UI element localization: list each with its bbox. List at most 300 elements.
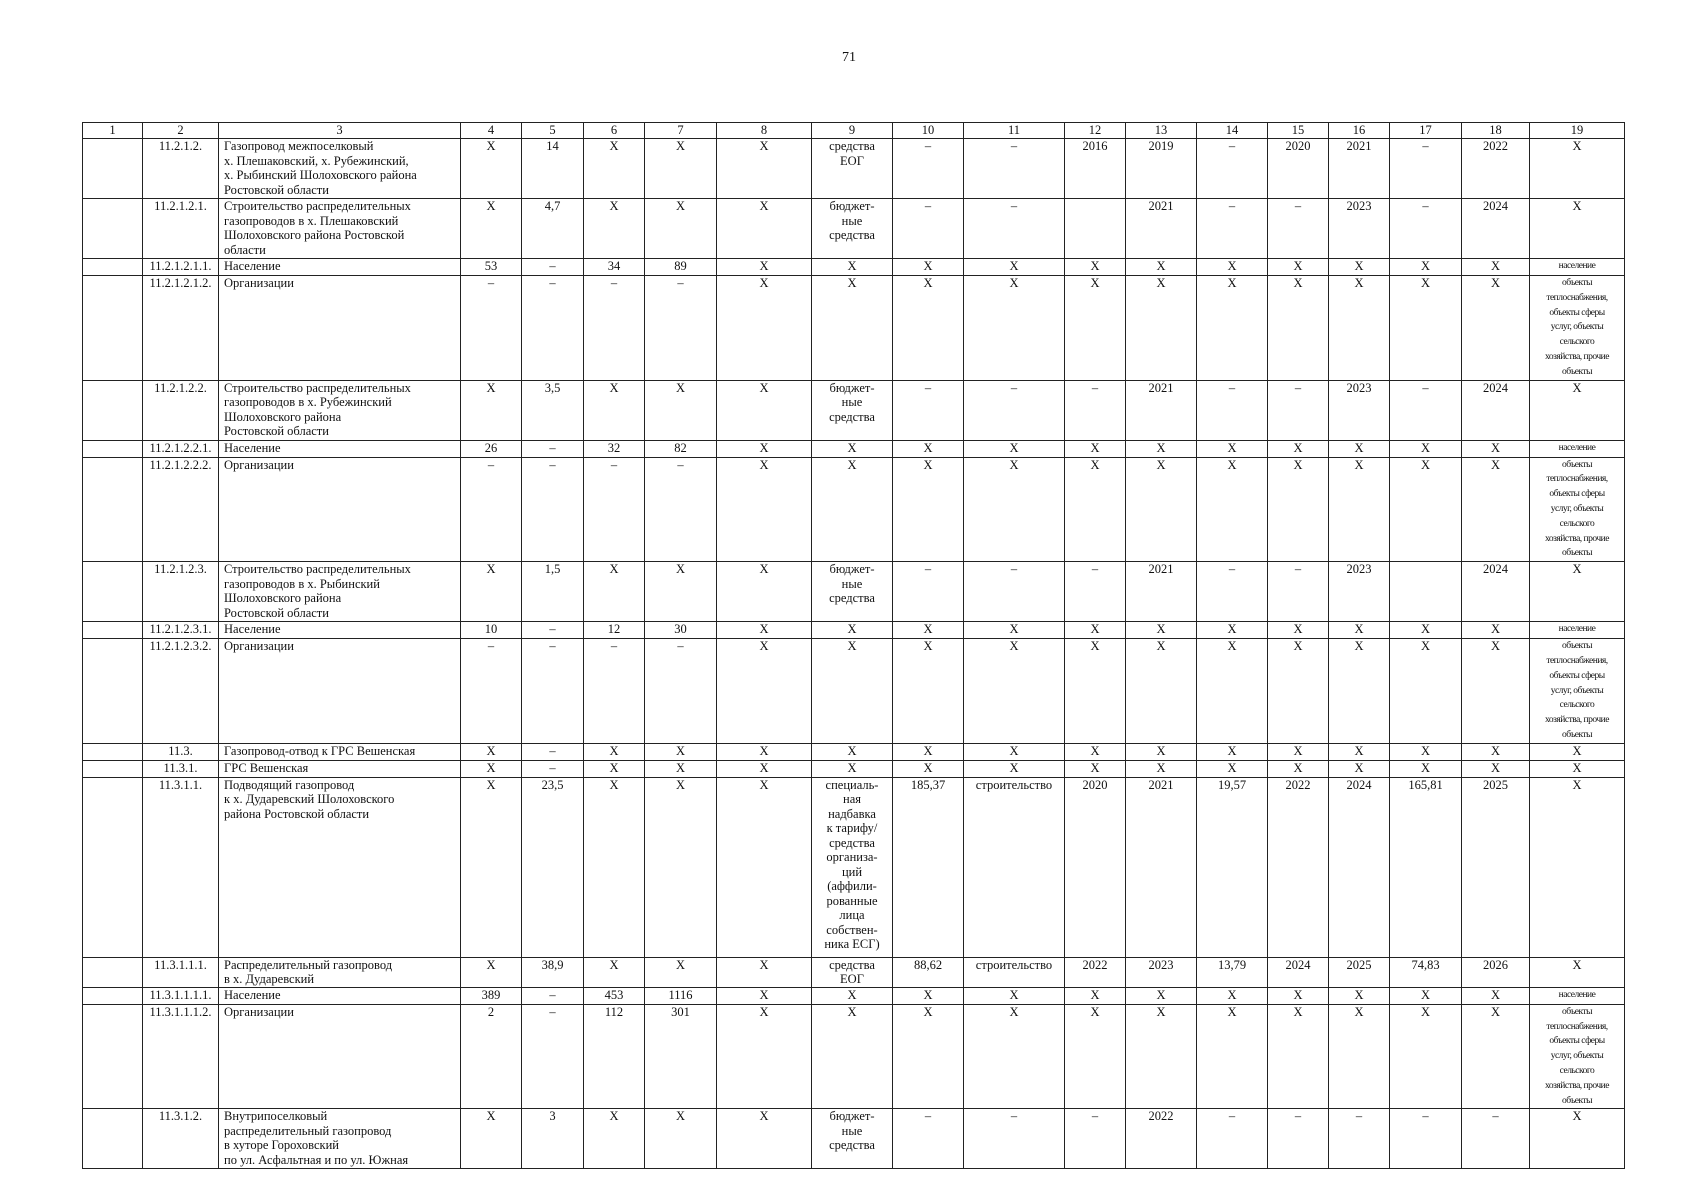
table-cell: Х [1462, 440, 1530, 457]
table-cell: 2016 [1065, 139, 1126, 199]
column-header: 15 [1268, 123, 1329, 139]
table-cell: Х [1462, 987, 1530, 1004]
table-row [83, 380, 1625, 440]
table-row [83, 777, 1625, 957]
table-cell: Строительство распределительных газопроводов в х. Рыбинский Шолоховского района Ростовской области [219, 562, 461, 622]
table-cell: – [1197, 562, 1268, 622]
table-cell: Х [717, 987, 812, 1004]
table-cell: Х [1197, 622, 1268, 639]
table-cell: объекты теплоснабжения, объекты сферы услуг, объекты сельского хозяйства, прочие объекты [1530, 276, 1625, 381]
table-cell: Х [1126, 760, 1197, 777]
table-cell: – [1065, 380, 1126, 440]
table-cell: Х [1462, 276, 1530, 381]
table-cell: Х [1390, 639, 1462, 744]
table-cell: Х [717, 199, 812, 259]
table-cell: Х [1530, 199, 1625, 259]
table-cell: – [1197, 139, 1268, 199]
table-row [83, 562, 1625, 622]
table-cell: средства ЕОГ [812, 957, 893, 987]
table-cell: 2023 [1126, 957, 1197, 987]
table-cell: население [1530, 622, 1625, 639]
table-cell: Х [893, 276, 964, 381]
table-cell: Х [1126, 457, 1197, 562]
table-cell: – [1268, 562, 1329, 622]
table-cell: Х [584, 743, 645, 760]
table-cell: Х [584, 777, 645, 957]
table-cell: 11.3.1.2. [143, 1109, 219, 1169]
table-cell: Х [1065, 743, 1126, 760]
table-cell: 19,57 [1197, 777, 1268, 957]
table-cell: 2023 [1329, 380, 1390, 440]
table-cell: 10 [461, 622, 522, 639]
table-cell: 14 [522, 139, 584, 199]
table-cell: Х [717, 276, 812, 381]
table-cell: Х [964, 259, 1065, 276]
table-cell: – [964, 139, 1065, 199]
table-cell [83, 987, 143, 1004]
table-cell: 11.3.1.1. [143, 777, 219, 957]
table-cell: 11.2.1.2.2. [143, 380, 219, 440]
table-cell: ГРС Вешенская [219, 760, 461, 777]
table-cell: Х [1126, 276, 1197, 381]
table-cell: Х [1530, 562, 1625, 622]
table-cell: 2025 [1462, 777, 1530, 957]
table-cell: 185,37 [893, 777, 964, 957]
table-cell: – [1197, 199, 1268, 259]
table-cell: – [461, 276, 522, 381]
table-cell: Х [1065, 259, 1126, 276]
table-cell: Х [1530, 139, 1625, 199]
table-cell: – [1390, 1109, 1462, 1169]
table-cell: 88,62 [893, 957, 964, 987]
table-cell: Х [1268, 987, 1329, 1004]
table-cell: – [1065, 1109, 1126, 1169]
table-cell: Х [964, 639, 1065, 744]
table-cell: Х [1065, 457, 1126, 562]
table-cell [83, 777, 143, 957]
table-cell [83, 760, 143, 777]
table-cell: Х [584, 380, 645, 440]
table-cell: Х [461, 760, 522, 777]
table-cell: 2021 [1126, 199, 1197, 259]
table-cell: Х [645, 957, 717, 987]
table-cell: 11.2.1.2. [143, 139, 219, 199]
table-cell: – [522, 639, 584, 744]
table-cell: 2025 [1329, 957, 1390, 987]
table-cell: Х [812, 276, 893, 381]
table-cell: – [964, 199, 1065, 259]
table-cell: Х [1268, 440, 1329, 457]
table-cell: – [893, 139, 964, 199]
table-cell: Х [1390, 743, 1462, 760]
table-cell [83, 1109, 143, 1169]
table-row [83, 639, 1625, 744]
table-cell: 2019 [1126, 139, 1197, 199]
table-cell: Население [219, 987, 461, 1004]
table-cell: Х [812, 760, 893, 777]
table-cell: Х [645, 760, 717, 777]
table-cell: Х [1530, 743, 1625, 760]
table-cell: Х [812, 622, 893, 639]
table-cell: объекты теплоснабжения, объекты сферы услуг, объекты сельского хозяйства, прочие объекты [1530, 639, 1625, 744]
table-cell: – [893, 199, 964, 259]
table-cell: Население [219, 259, 461, 276]
table-cell: Х [1390, 987, 1462, 1004]
table-cell: – [1462, 1109, 1530, 1169]
table-cell [83, 276, 143, 381]
table-cell: Х [1329, 1004, 1390, 1109]
table-cell: 32 [584, 440, 645, 457]
table-cell: Х [584, 957, 645, 987]
table-cell: – [1329, 1109, 1390, 1169]
table-cell: Х [964, 276, 1065, 381]
table-cell: Х [1329, 259, 1390, 276]
table-cell: 11.3.1. [143, 760, 219, 777]
table-cell: Х [893, 622, 964, 639]
table-cell: Х [584, 139, 645, 199]
table-cell: 2021 [1126, 777, 1197, 957]
table-cell: Х [717, 1109, 812, 1169]
table-cell: 11.2.1.2.1.2. [143, 276, 219, 381]
table-cell: – [522, 276, 584, 381]
table-cell: Х [1197, 457, 1268, 562]
table-cell: Х [964, 457, 1065, 562]
table-cell: 2021 [1126, 562, 1197, 622]
table-cell: – [584, 276, 645, 381]
table-cell: 301 [645, 1004, 717, 1109]
table-cell: 389 [461, 987, 522, 1004]
table-cell: Х [1065, 987, 1126, 1004]
table-cell: Х [1329, 440, 1390, 457]
table-cell: Х [1065, 1004, 1126, 1109]
table-cell: Х [717, 957, 812, 987]
table-row [83, 139, 1625, 199]
table-cell: 23,5 [522, 777, 584, 957]
table-cell: население [1530, 440, 1625, 457]
table-cell: Х [1268, 639, 1329, 744]
table-cell: Х [1329, 457, 1390, 562]
table-cell: Х [1268, 1004, 1329, 1109]
table-cell: Население [219, 440, 461, 457]
table-cell: Х [812, 457, 893, 562]
table-cell: 11.3. [143, 743, 219, 760]
table-header-row [83, 123, 1625, 139]
table-cell: 53 [461, 259, 522, 276]
table-cell: Х [717, 622, 812, 639]
table-cell: Х [812, 987, 893, 1004]
table-cell: Х [1462, 743, 1530, 760]
table-cell: Х [1065, 440, 1126, 457]
table-cell: Х [812, 639, 893, 744]
table-cell: – [522, 457, 584, 562]
table-cell: Х [717, 457, 812, 562]
table-cell: – [1268, 199, 1329, 259]
table-cell: Х [1530, 777, 1625, 957]
table-cell [1065, 199, 1126, 259]
table-cell [83, 440, 143, 457]
table-cell: 2022 [1462, 139, 1530, 199]
table-cell: Х [1390, 1004, 1462, 1109]
registry-table [82, 122, 1625, 1169]
table-cell: Х [1268, 276, 1329, 381]
table-cell [83, 380, 143, 440]
table-row [83, 1109, 1625, 1169]
table-cell: – [964, 1109, 1065, 1169]
table-row [83, 276, 1625, 381]
table-cell: – [1268, 1109, 1329, 1169]
table-cell: – [522, 1004, 584, 1109]
table-cell: Х [964, 440, 1065, 457]
table-row [83, 622, 1625, 639]
table-cell: Организации [219, 639, 461, 744]
table-cell: Газопровод-отвод к ГРС Вешенская [219, 743, 461, 760]
table-cell: Х [1197, 440, 1268, 457]
table-cell [1390, 562, 1462, 622]
table-cell: – [584, 639, 645, 744]
table-cell: Х [1126, 639, 1197, 744]
table-row [83, 199, 1625, 259]
table-cell: население [1530, 259, 1625, 276]
table-cell: Х [812, 743, 893, 760]
table-cell: Х [584, 1109, 645, 1169]
table-cell: Х [1126, 743, 1197, 760]
table-cell: 11.2.1.2.2.2. [143, 457, 219, 562]
table-cell: 11.2.1.2.2.1. [143, 440, 219, 457]
table-cell: Х [893, 760, 964, 777]
page-number: 71 [842, 50, 856, 65]
table-cell [83, 622, 143, 639]
table-cell: 34 [584, 259, 645, 276]
table-cell: Х [1462, 457, 1530, 562]
table-cell: строительство [964, 957, 1065, 987]
column-header: 12 [1065, 123, 1126, 139]
table-cell: 11.2.1.2.1. [143, 199, 219, 259]
table-cell: 1116 [645, 987, 717, 1004]
column-header: 18 [1462, 123, 1530, 139]
table-row [83, 743, 1625, 760]
table-cell: Х [893, 639, 964, 744]
table-cell: Х [1268, 457, 1329, 562]
table-cell: – [1390, 199, 1462, 259]
table-cell [83, 562, 143, 622]
table-body [83, 123, 1625, 1169]
table-cell: 11.2.1.2.3. [143, 562, 219, 622]
table-cell: – [893, 562, 964, 622]
table-cell: 11.3.1.1.1.2. [143, 1004, 219, 1109]
table-cell: Х [1462, 622, 1530, 639]
table-cell: 2024 [1462, 380, 1530, 440]
table-cell: Х [645, 199, 717, 259]
table-cell: 12 [584, 622, 645, 639]
table-cell: Х [461, 562, 522, 622]
table-cell: – [584, 457, 645, 562]
table-cell: Х [964, 1004, 1065, 1109]
table-cell: Х [1126, 622, 1197, 639]
column-header: 17 [1390, 123, 1462, 139]
table-cell [83, 259, 143, 276]
table-cell: Х [1530, 760, 1625, 777]
table-cell: Х [1197, 1004, 1268, 1109]
table-cell: Х [1126, 440, 1197, 457]
table-cell: Х [717, 1004, 812, 1109]
table-cell: Х [1268, 622, 1329, 639]
table-cell: 2 [461, 1004, 522, 1109]
table-cell: 4,7 [522, 199, 584, 259]
table-cell [83, 1004, 143, 1109]
table-cell: Организации [219, 276, 461, 381]
table-cell: Х [717, 743, 812, 760]
table-cell: – [522, 259, 584, 276]
table-cell: 2023 [1329, 562, 1390, 622]
table-cell [83, 457, 143, 562]
table-cell: – [461, 639, 522, 744]
table-cell: строительство [964, 777, 1065, 957]
column-header: 16 [1329, 123, 1390, 139]
table-cell: 89 [645, 259, 717, 276]
table-cell [83, 199, 143, 259]
table-cell: Х [717, 380, 812, 440]
table-cell: Х [1530, 957, 1625, 987]
table-cell: Подводящий газопровод к х. Дударевский Шолоховского района Ростовской области [219, 777, 461, 957]
table-cell: 11.2.1.2.3.2. [143, 639, 219, 744]
table-cell: 82 [645, 440, 717, 457]
table-cell [83, 639, 143, 744]
column-header: 11 [964, 123, 1065, 139]
table-cell: – [522, 622, 584, 639]
table-cell: Х [1197, 639, 1268, 744]
column-header: 3 [219, 123, 461, 139]
table-cell: Х [1462, 760, 1530, 777]
table-cell: Х [1126, 1004, 1197, 1109]
table-cell: Х [1197, 760, 1268, 777]
table-cell: 26 [461, 440, 522, 457]
table-cell: Х [1197, 259, 1268, 276]
column-header: 5 [522, 123, 584, 139]
table-cell: – [461, 457, 522, 562]
table-cell: Распределительный газопровод в х. Дударевский [219, 957, 461, 987]
table-cell: Х [1530, 380, 1625, 440]
table-cell: средства ЕОГ [812, 139, 893, 199]
table-cell: Х [1462, 1004, 1530, 1109]
table-cell: Х [1390, 760, 1462, 777]
table-cell: – [1197, 1109, 1268, 1169]
table-cell: Х [812, 440, 893, 457]
table-cell: бюджет- ные средства [812, 562, 893, 622]
table-cell: Х [893, 457, 964, 562]
table-cell: 11.3.1.1.1.1. [143, 987, 219, 1004]
table-cell: Х [1390, 622, 1462, 639]
table-cell: Х [1126, 987, 1197, 1004]
table-cell: Х [1329, 276, 1390, 381]
table-cell: Х [1329, 743, 1390, 760]
table-cell: специаль- ная надбавка к тарифу/ средства организа- ций (аффили- рованные лица собствен- ника ЕСГ) [812, 777, 893, 957]
table-cell: – [893, 1109, 964, 1169]
table-cell: Х [893, 1004, 964, 1109]
table-cell: Строительство распределительных газопроводов в х. Плешаковский Шолоховского района Ростовской области [219, 199, 461, 259]
table-cell: 2024 [1329, 777, 1390, 957]
column-header: 8 [717, 123, 812, 139]
table-row [83, 987, 1625, 1004]
table-cell: – [964, 562, 1065, 622]
table-cell: Внутрипоселковый распределительный газопровод в хуторе Гороховский по ул. Асфальтная и по ул. Южная [219, 1109, 461, 1169]
table-cell: Х [1065, 639, 1126, 744]
table-cell: Х [645, 1109, 717, 1169]
column-header: 2 [143, 123, 219, 139]
table-cell: Х [1462, 259, 1530, 276]
table-cell: Х [461, 743, 522, 760]
column-header: 1 [83, 123, 143, 139]
table-cell: Х [964, 622, 1065, 639]
table-cell: Х [1197, 276, 1268, 381]
table-cell: Х [717, 259, 812, 276]
table-cell: 2024 [1268, 957, 1329, 987]
table-cell: Х [1329, 622, 1390, 639]
table-cell: 165,81 [1390, 777, 1462, 957]
table-cell: Х [645, 777, 717, 957]
table-cell: 2020 [1065, 777, 1126, 957]
table-cell: – [522, 987, 584, 1004]
table-cell: население [1530, 987, 1625, 1004]
table-cell: Х [461, 1109, 522, 1169]
column-header: 9 [812, 123, 893, 139]
table-cell: Х [964, 743, 1065, 760]
table-cell: Х [893, 743, 964, 760]
table-cell: – [1268, 380, 1329, 440]
table-cell: Х [717, 760, 812, 777]
table-cell: 2023 [1329, 199, 1390, 259]
table-cell: Х [893, 259, 964, 276]
table-cell: Х [461, 199, 522, 259]
table-row [83, 259, 1625, 276]
table-cell: 2022 [1126, 1109, 1197, 1169]
table-cell: Строительство распределительных газопроводов в х. Рубежинский Шолоховского района Ростовской области [219, 380, 461, 440]
table-cell: 11.2.1.2.3.1. [143, 622, 219, 639]
table-cell: 3 [522, 1109, 584, 1169]
table-cell: 2021 [1329, 139, 1390, 199]
table-cell: Население [219, 622, 461, 639]
table-cell: Х [1390, 440, 1462, 457]
table-cell: Х [1530, 1109, 1625, 1169]
table-cell: – [645, 457, 717, 562]
table-cell: Х [717, 440, 812, 457]
table-cell: Х [584, 760, 645, 777]
table-cell: Х [1065, 622, 1126, 639]
table-cell: Х [461, 957, 522, 987]
table-cell: Организации [219, 1004, 461, 1109]
table-row [83, 457, 1625, 562]
table-cell: Х [1329, 987, 1390, 1004]
table-cell: – [522, 760, 584, 777]
table-cell: 112 [584, 1004, 645, 1109]
table-cell: – [645, 276, 717, 381]
table-cell [83, 743, 143, 760]
table-cell: Х [1197, 987, 1268, 1004]
column-header: 13 [1126, 123, 1197, 139]
table-cell: – [1197, 380, 1268, 440]
table-cell: Х [645, 562, 717, 622]
table-cell: Х [1390, 457, 1462, 562]
table-cell: – [522, 440, 584, 457]
table-cell: Х [964, 987, 1065, 1004]
column-header: 19 [1530, 123, 1625, 139]
table-cell: Х [1462, 639, 1530, 744]
table-cell: 13,79 [1197, 957, 1268, 987]
table-cell: Х [812, 1004, 893, 1109]
table-cell: Х [461, 777, 522, 957]
table-cell: Х [461, 139, 522, 199]
table-cell: 2026 [1462, 957, 1530, 987]
table-cell: объекты теплоснабжения, объекты сферы услуг, объекты сельского хозяйства, прочие объекты [1530, 1004, 1625, 1109]
